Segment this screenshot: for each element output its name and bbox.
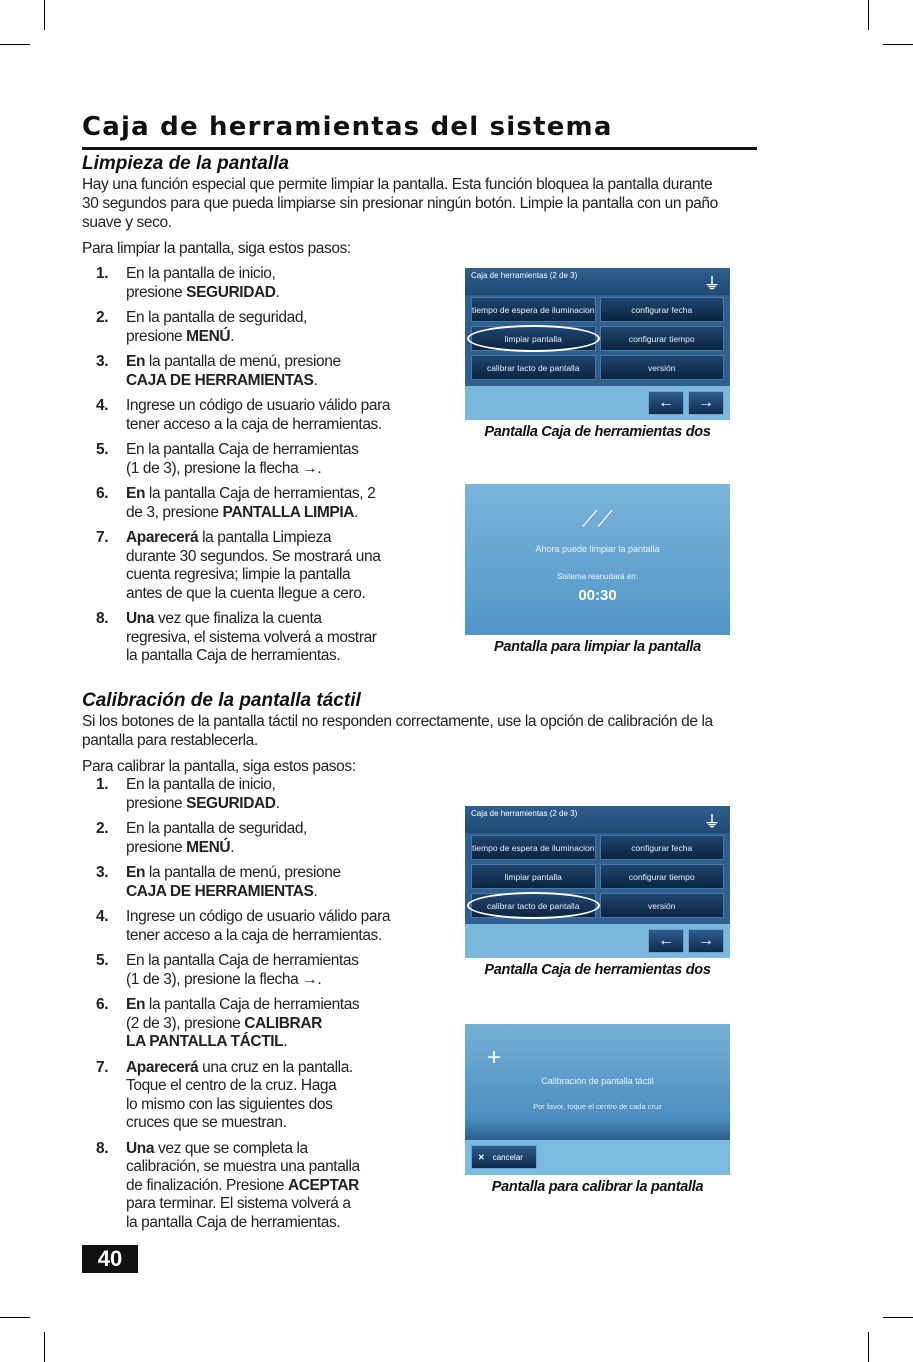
list-item: [96, 353, 426, 390]
page-title: Caja de herramientas del sistema: [82, 112, 613, 142]
arrow-left-icon: ←: [648, 929, 684, 953]
arrow-left-icon: ←: [648, 391, 684, 415]
step-text: [126, 397, 390, 434]
screen-title: Caja de herramientas (2 de 3): [471, 809, 578, 818]
step-number: 6.: [96, 996, 109, 1013]
crop-mark: [883, 1317, 913, 1318]
figure-caption: Pantalla para calibrar la pantalla: [491, 1179, 704, 1195]
step-text-part: una cruz en la pantalla. Toque el centro de la cruz. Haga lo mismo con las siguientes dos cruces que se muestran.: [126, 1058, 353, 1131]
step-text-part: la pantalla Limpieza durante 30 segundos. Se mostrará una cuenta regresiva; limpie la pantalla antes de que la cuenta llegue a cero.: [126, 529, 381, 602]
step-text-bold: CAJA DE HERRAMIENTAS: [126, 882, 314, 900]
step-list: [96, 776, 426, 1239]
clean-screen-image: [465, 484, 730, 635]
figure-caption: Pantalla Caja de herramientas dos: [484, 424, 711, 440]
step-text-bold: SEGURIDAD: [186, 283, 276, 301]
step-number: 3.: [96, 353, 109, 370]
list-item: [96, 776, 426, 813]
step-number: 7.: [96, 1058, 109, 1076]
step-text-bold: PANTALLA LIMPIA: [222, 503, 355, 521]
crop-mark: [883, 44, 913, 45]
step-number: 6.: [96, 485, 109, 502]
step-text-bold: SEGURIDAD: [186, 794, 276, 812]
steps-lead: Para limpiar la pantalla, siga estos pasos:: [82, 240, 351, 257]
step-text-part: vez que finaliza la cuenta regresiva, el sistema volverá a mostrar la pantalla Caja de herramientas.: [126, 610, 377, 664]
step-number: 1.: [96, 265, 109, 282]
step-text: [126, 610, 377, 666]
step-text-part: .: [230, 838, 235, 856]
step-text: [126, 265, 280, 302]
screen-button: tiempo de espera de iluminacion: [471, 835, 596, 860]
step-text-bold: Aparecerá: [126, 529, 199, 546]
screen-message: Por favor, toque el centro de cada cruz: [533, 1102, 662, 1111]
screen-title: Caja de herramientas (2 de 3): [471, 271, 578, 280]
step-text-bold: En: [126, 864, 146, 881]
screen-button: versión: [600, 893, 725, 918]
screen-title: Calibración de pantalla táctil: [541, 1076, 654, 1086]
step-text-bold: En: [126, 353, 146, 370]
step-text-part: En la pantalla de inicio, presione: [126, 265, 276, 301]
screen-button: configurar fecha: [600, 297, 725, 322]
step-text-part: la pantalla de menú, presione: [148, 353, 341, 370]
step-number: 5.: [96, 441, 109, 458]
screen-button-highlighted: calibrar tacto de pantalla: [471, 893, 596, 918]
step-text-part: .: [354, 503, 358, 521]
step-number: 8.: [96, 1139, 109, 1157]
step-text-part: para terminar. El sistema volverá a la pantalla Caja de herramientas.: [126, 1195, 351, 1231]
step-text-bold: CALIBRAR LA PANTALLA TÁCTIL: [126, 1014, 322, 1050]
list-item: [96, 441, 426, 478]
crop-mark: [44, 0, 45, 30]
plug-icon: ⏚: [703, 814, 720, 831]
list-item: [96, 265, 426, 302]
arrow-right-icon: →: [688, 929, 724, 953]
calibration-screen-image: [465, 1024, 730, 1175]
step-number: 8.: [96, 610, 109, 627]
screen-button: calibrar tacto de pantalla: [471, 355, 596, 380]
step-text-part: la pantalla Caja de herramientas, 2 de 3, presione: [126, 485, 376, 521]
step-text-part: .: [230, 327, 235, 345]
page-number: 40: [82, 1245, 138, 1273]
toolbox-screen-image: [465, 268, 730, 420]
figure-caption: Pantalla Caja de herramientas dos: [484, 962, 711, 978]
step-text-part: .: [313, 371, 318, 389]
screen-resume-label: Sistema reanudará en:: [557, 572, 638, 581]
title-rule: [82, 147, 757, 150]
step-text-bold: En: [126, 485, 146, 502]
step-text: [126, 1140, 360, 1233]
close-icon: ✕: [478, 1152, 485, 1162]
steps-lead: Para calibrar la pantalla, siga estos pasos:: [82, 758, 356, 775]
screen-button: configurar tiempo: [600, 864, 725, 889]
plug-icon: ⏚: [703, 276, 720, 293]
arrow-right-icon: →: [688, 391, 724, 415]
step-text: [126, 952, 358, 989]
step-number: 4.: [96, 397, 109, 414]
step-text-bold: CAJA DE HERRAMIENTAS: [126, 371, 314, 389]
section-heading-calibration: Calibración de la pantalla táctil: [82, 690, 361, 711]
step-text-part: .: [313, 882, 318, 900]
step-text-part: En la pantalla Caja de herramientas (1 de 3), presione la flecha →.: [126, 441, 359, 477]
list-item: [96, 1059, 426, 1133]
step-text-bold: MENÚ: [186, 838, 231, 856]
step-text-bold: ACEPTAR: [287, 1176, 359, 1194]
figure-caption: Pantalla para limpiar la pantalla: [494, 639, 701, 655]
step-text: [126, 864, 341, 901]
list-item: [96, 1140, 426, 1233]
step-number: 5.: [96, 952, 109, 969]
crop-mark: [44, 1332, 45, 1362]
step-text-part: .: [275, 283, 280, 301]
step-text-bold: MENÚ: [186, 327, 231, 345]
list-item: [96, 610, 426, 666]
step-text-part: la pantalla Caja de herramientas (2 de 3), presione: [126, 996, 360, 1032]
cancel-label: cancelar: [492, 1152, 523, 1162]
toolbox-screen-image: [465, 806, 730, 958]
step-text-bold: Aparecerá: [126, 1058, 199, 1076]
crop-mark: [868, 1332, 869, 1362]
step-number: 1.: [96, 776, 109, 793]
screen-button: configurar fecha: [600, 835, 725, 860]
step-text-bold: En: [126, 996, 146, 1013]
step-text: [126, 441, 358, 478]
screen-button: versión: [600, 355, 725, 380]
crop-mark: [0, 1317, 30, 1318]
list-item: [96, 485, 426, 522]
step-text: [126, 309, 307, 346]
list-item: [96, 908, 426, 945]
cancel-button-image: [471, 1145, 537, 1169]
step-list: [96, 265, 426, 673]
section-heading-cleaning: Limpieza de la pantalla: [82, 153, 289, 174]
step-text-part: la pantalla de menú, presione: [148, 864, 341, 881]
step-text: [126, 776, 280, 813]
screen-button: tiempo de espera de iluminacion: [471, 297, 596, 322]
list-item: [96, 864, 426, 901]
step-number: 2.: [96, 820, 109, 837]
crop-mark: [868, 0, 869, 30]
step-text-part: Ingrese un código de usuario válido para tener acceso a la caja de herramientas.: [126, 397, 391, 433]
step-text-part: .: [275, 794, 280, 812]
step-text: [126, 820, 307, 857]
step-text: [126, 996, 359, 1052]
step-text: [126, 353, 341, 390]
list-item: [96, 996, 426, 1052]
step-text-part: En la pantalla de seguridad, presione: [126, 309, 307, 345]
step-text-bold: Una: [126, 610, 155, 627]
step-text: [126, 485, 375, 522]
intro-paragraph: Hay una función especial que permite limpiar la pantalla. Esta función bloquea la pantalla durante 30 segundos para que pueda limpiarse sin presionar ningún botón. Limpie la pantalla con un paño suave y seco.: [82, 176, 718, 231]
wiper-icon: ⟋⟋: [582, 506, 613, 531]
countdown: 00:30: [578, 587, 617, 604]
screen-button: configurar tiempo: [600, 326, 725, 351]
step-number: 7.: [96, 529, 109, 546]
screen-message: Ahora puede limpiar la pantalla: [535, 544, 660, 554]
step-number: 4.: [96, 908, 109, 925]
intro-paragraph: Si los botones de la pantalla táctil no responden correctamente, use la opción de calibración de la pantalla para restablecerla.: [82, 713, 713, 749]
step-text: [126, 1059, 353, 1133]
step-text-bold: Una: [126, 1139, 155, 1157]
step-text-part: En la pantalla de inicio, presione: [126, 776, 276, 812]
step-text-part: En la pantalla de seguridad, presione: [126, 820, 307, 856]
step-number: 2.: [96, 309, 109, 326]
step-text: [126, 908, 390, 945]
step-text-part: vez que se completa la calibración, se muestra una pantalla de finalización. Presione: [126, 1139, 360, 1194]
crop-mark: [0, 44, 30, 45]
step-text: [126, 529, 380, 603]
list-item: [96, 309, 426, 346]
list-item: [96, 820, 426, 857]
step-text-part: Ingrese un código de usuario válido para tener acceso a la caja de herramientas.: [126, 908, 391, 944]
crosshair-icon: +: [487, 1044, 502, 1071]
step-number: 3.: [96, 864, 109, 881]
screen-button: limpiar pantalla: [471, 864, 596, 889]
list-item: [96, 397, 426, 434]
list-item: [96, 529, 426, 603]
step-text-part: En la pantalla Caja de herramientas (1 de 3), presione la flecha →.: [126, 952, 359, 988]
list-item: [96, 952, 426, 989]
screen-button-highlighted: limpiar pantalla: [471, 326, 596, 351]
step-text-part: .: [283, 1033, 288, 1050]
